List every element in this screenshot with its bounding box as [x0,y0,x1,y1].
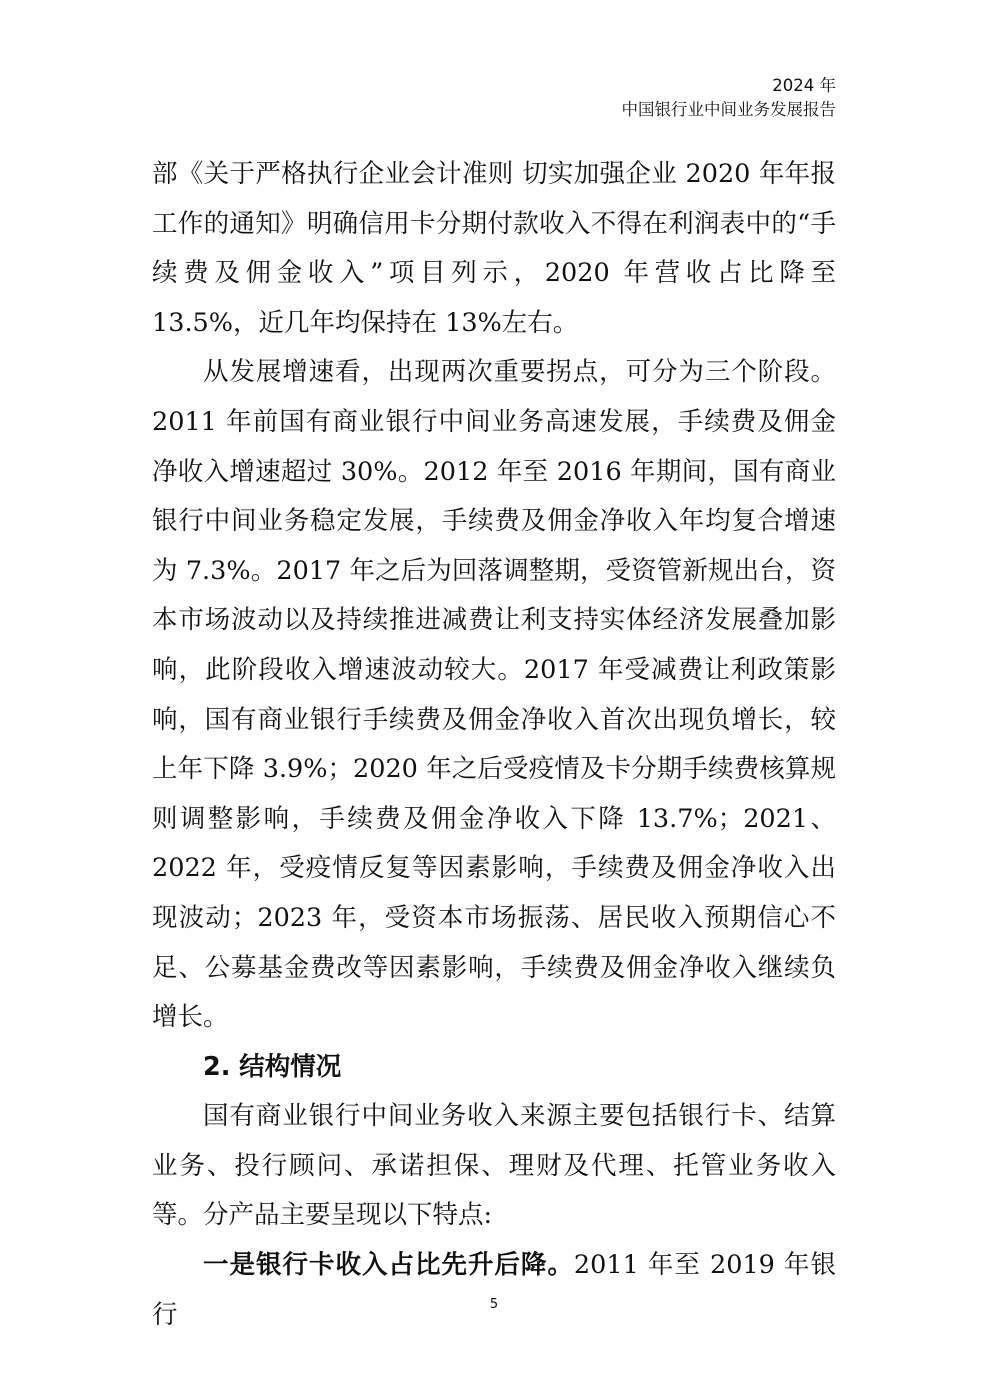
section-heading-structure: 2. 结构情况 [203,1051,342,1082]
header-report-title: 中国银行业中间业务发展报告 [621,100,836,119]
paragraph-revenue-sources: 国有商业银行中间业务收入来源主要包括银行卡、结算业务、投行顾问、承诺担保、理财及代理、托管业务收入等。分产品主要呈现以下特点: [152,1101,836,1231]
body-text [152,150,836,1340]
paragraph-continuation: 2011 年至 2019 年银行 [152,1250,836,1330]
page-number: 5 [489,1297,499,1312]
paragraph-growth-stages: 从发展增速看，出现两次重要拐点，可分为三个阶段。2011 年前国有商业银行中间业务高速发展，手续费及佣金净收入增速超过 30%。2012 年至 2016 年期间，国有商业银行中间业务稳定发展，手续费及佣金净收入年均复合增速为 7.3%。2017 年之后为回落调整期，受资管新规出台，资本市场波动以及持续推进减费让利支持实体经济发展叠加影响，此阶段收入增速波动较大。2017 年受减费让利政策影响，国有商业银行手续费及佣金净收入首次出现负增长，较上年下降 3.9%；2020 年之后受疫情及卡分期手续费核算规则调整影响，手续费及佣金净收入下降 13.7%；2021、2022 年，受疫情反复等因素影响，手续费及佣金净收入出现波动；2023 年，受资本市场振荡、居民收入预期信心不足、公募基金费改等因素影响，手续费及佣金净收入继续负增长。 [152,357,836,1033]
paragraph-lead-phrase: 一是银行卡收入占比先升后降。 [203,1250,574,1281]
paragraph-bank-card-trend [152,1241,836,1340]
header-year: 2024 年 [772,76,836,95]
paragraph-card-revenue-share: 部《关于严格执行企业会计准则 切实加强企业 2020 年年报工作的通知》明确信用卡分期付款收入不得在利润表中的“手续费及佣金收入”项目列示，2020 年营收占比降至 13.5%，近几年均保持在 13%左右。 [152,159,836,338]
page-header [622,74,837,122]
